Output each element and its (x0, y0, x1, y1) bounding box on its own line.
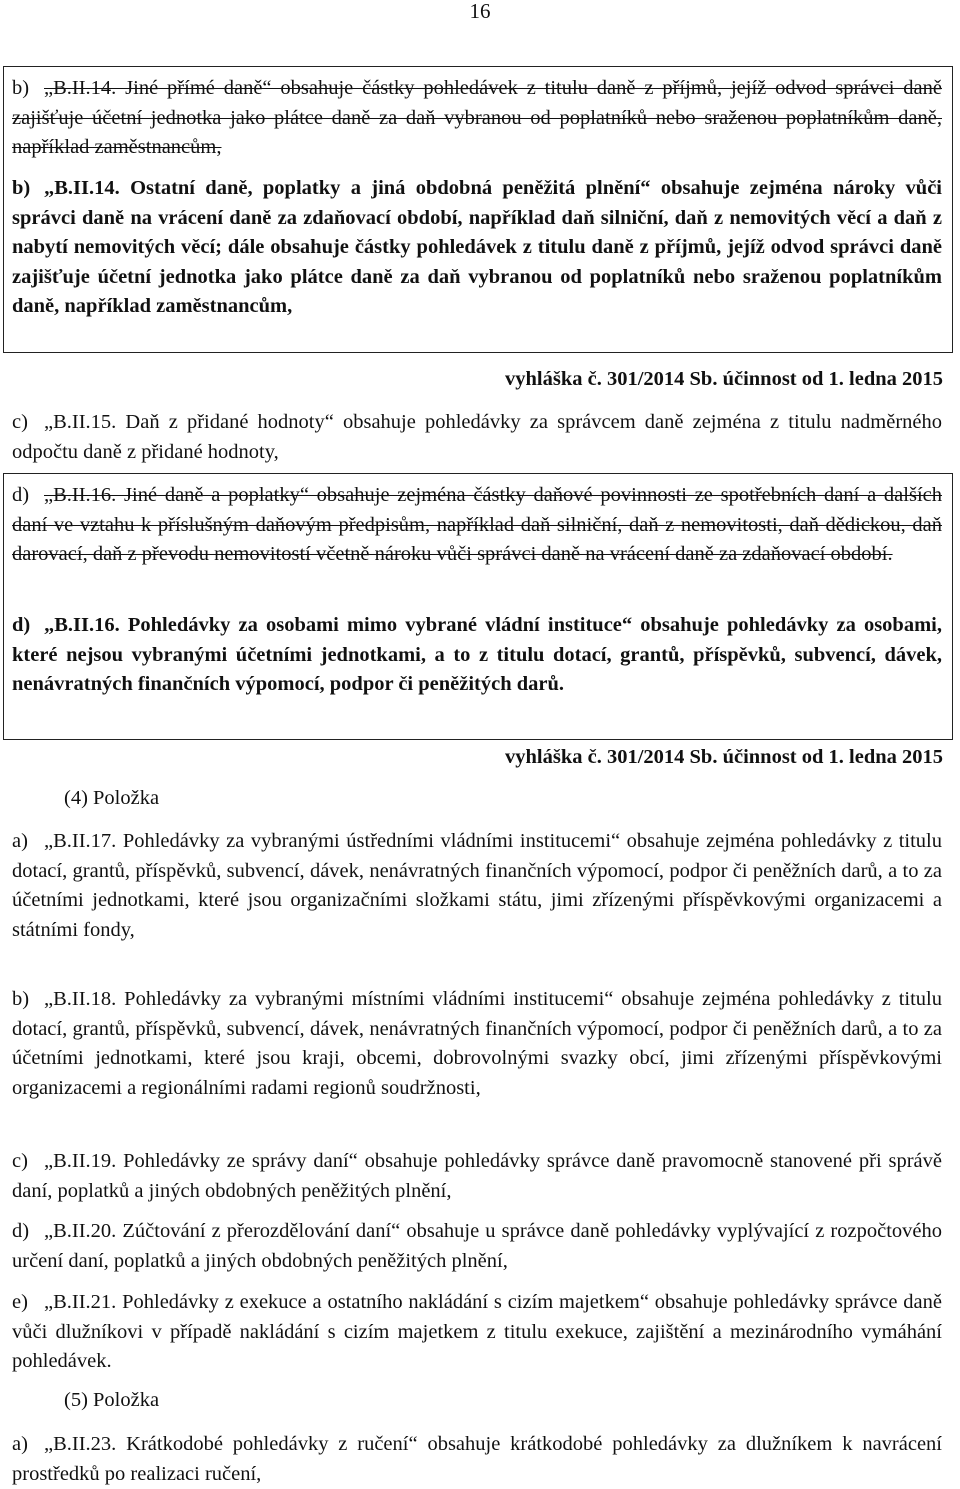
amended-paragraph-b (12, 174, 942, 322)
item-text: „B.II.21. Pohledávky z exekuce a ostatního nakládání s cizím majetkem“ obsahuje pohledávky správce daně vůči dlužníkovi v případě nakládání s cizím majetkem z titulu exekuce, zajištění a mezinárodního vymáhání pohledávek. (12, 1291, 942, 1372)
item-label: c) (12, 411, 28, 433)
item-text: „B.II.23. Krátkodobé pohledávky z ručení“ obsahuje krátkodobé pohledávky za dlužníkem k navrácení prostředků po realizaci ručení, (12, 1433, 942, 1485)
item-label: b) (12, 988, 30, 1010)
item-text: „B.II.19. Pohledávky ze správy daní“ obsahuje pohledávky správce daně pravomocně stanovené při správě daní, poplatků a jiných obdobných peněžitých plnění, (12, 1150, 942, 1202)
item-label: a) (12, 830, 28, 852)
item-text: „B.II.17. Pohledávky za vybranými ústředními vládními institucemi“ obsahuje zejména pohledávky z titulu dotací, grantů, příspěvků, subvencí, dávek, nenávratných finančních výpomocí, podpor či peněžních darů, a to za účetními jednotkami, které jsou organizačními složkami státu, jimi zřízenými příspěvkovými organizacemi a státními fondy, (12, 830, 942, 941)
item-text: „B.II.16. Pohledávky za osobami mimo vybrané vládní instituce“ obsahuje pohledávky za osobami, které nejsou vybranými účetními jednotkami, a to z titulu dotací, grantů, příspěvků, subvencí, dávek, nenávratných finančních výpomocí, podpor či peněžitých darů. (12, 614, 942, 695)
item-label: d) (12, 1220, 30, 1242)
item-text: „B.II.15. Daň z přidané hodnoty“ obsahuje pohledávky za správcem daně zejména z titulu nadměrného odpočtu daně z přidané hodnoty, (12, 411, 942, 463)
item-c-15 (12, 408, 942, 467)
item-label: d) (12, 484, 30, 506)
section-heading-5: (5) Položka (64, 1389, 160, 1411)
item-label: b) (12, 77, 30, 99)
item-label: c) (12, 1150, 28, 1172)
struck-paragraph-b (12, 74, 942, 163)
item-label: a) (12, 1433, 28, 1455)
item-a-23 (12, 1430, 942, 1489)
amendment-note: vyhláška č. 301/2014 Sb. účinnost od 1. ledna 2015 (505, 746, 943, 768)
page-number: 16 (469, 0, 491, 23)
item-text: „B.II.20. Zúčtování z přerozdělování daní“ obsahuje u správce daně pohledávky vyplývající z rozpočtového určení daní, poplatků a jiných obdobných peněžitých plnění, (12, 1220, 942, 1272)
item-text: „B.II.16. Jiné daně a poplatky“ obsahuje zejména částky daňové povinnosti ze spotřebních daní a dalších daní ve vztahu k příslušným daňovým předpisům, například daň silniční, daň z nemovitosti, daň dědickou, daň darovací, daň z převodu nemovitostí včetně nároku vůči správci daně na vrácení daně za zdaňovací období. (12, 484, 942, 565)
item-c-19 (12, 1147, 942, 1206)
item-text: „B.II.14. Ostatní daně, poplatky a jiná obdobná peněžitá plnění“ obsahuje zejména nároky vůči správci daně na vrácení daně za zdaňovací období, například daň silniční, daň z nemovitých věcí a daň z nabytí nemovitých věcí; dále obsahuje částky pohledávek z titulu daně z příjmů, jejíž odvod správci daně zajišťuje účetní jednotka jako plátce daně za daň vybranou od poplatníků nebo sraženou poplatníkům daně, například zaměstnancům, (12, 177, 942, 317)
amendment-note: vyhláška č. 301/2014 Sb. účinnost od 1. ledna 2015 (505, 368, 943, 390)
item-a-17 (12, 827, 942, 945)
item-label: d) (12, 614, 31, 636)
item-text: „B.II.18. Pohledávky za vybranými místními vládními institucemi“ obsahuje zejména pohledávky z titulu dotací, grantů, příspěvků, subvencí, dávek, nenávratných finančních výpomocí, podpor či peněžních darů, a to za účetními jednotkami, které jsou kraji, obcemi, dobrovolnými svazky obcí, jimi zřízenými příspěvkovými organizacemi a regionálními radami regionů soudržnosti, (12, 988, 942, 1099)
item-label: e) (12, 1291, 28, 1313)
section-heading-4: (4) Položka (64, 787, 160, 809)
item-b-18 (12, 985, 942, 1103)
item-d-20 (12, 1217, 942, 1276)
item-e-21 (12, 1288, 942, 1377)
amended-paragraph-d (12, 611, 942, 700)
item-label: b) (12, 177, 31, 199)
item-text: „B.II.14. Jiné přímé daně“ obsahuje částky pohledávek z titulu daně z příjmů, jejíž odvod správci daně zajišťuje účetní jednotka jako plátce daně za daň vybranou od poplatníků nebo sraženou poplatníkům daně, například zaměstnancům, (12, 77, 942, 158)
struck-paragraph-d (12, 481, 942, 570)
